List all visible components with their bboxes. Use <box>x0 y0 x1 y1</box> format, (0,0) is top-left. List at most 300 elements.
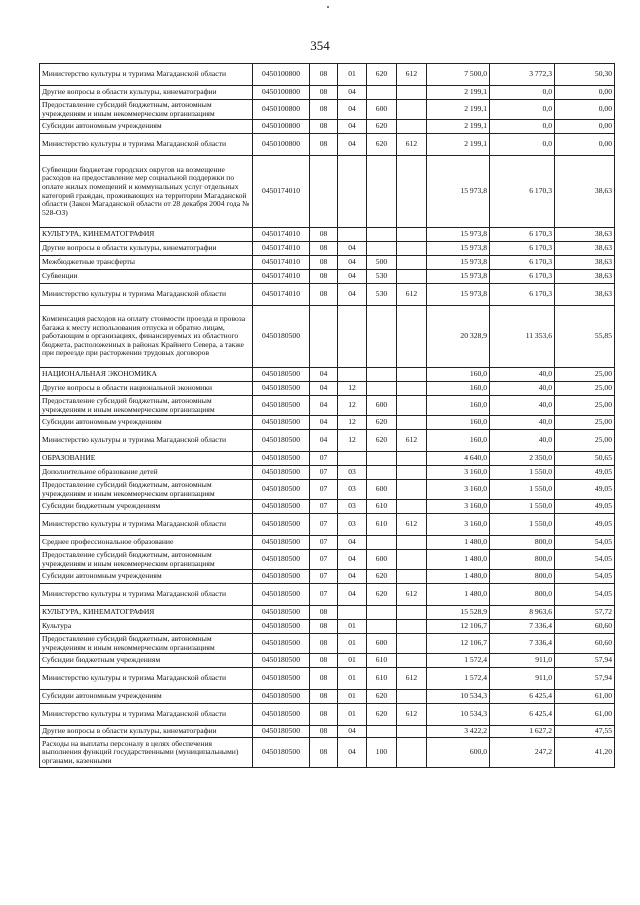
row-name: Субвенции <box>40 270 253 284</box>
subsection-code: 04 <box>338 86 367 100</box>
section-code: 08 <box>310 86 338 100</box>
table-row <box>40 570 615 584</box>
table-row <box>40 606 615 620</box>
section-code: 08 <box>310 284 338 306</box>
section-code: 07 <box>310 550 338 570</box>
actual-amount: 0,0 <box>490 120 555 134</box>
admin-code: 612 <box>397 134 427 156</box>
section-code <box>310 156 338 228</box>
expense-type-code: 600 <box>367 100 397 120</box>
expense-type-code: 620 <box>367 570 397 584</box>
planned-amount: 10 534,3 <box>427 690 490 704</box>
section-code: 08 <box>310 134 338 156</box>
row-name: Министерство культуры и туризма Магаданской области <box>40 584 253 606</box>
subsection-code: 01 <box>338 668 367 690</box>
admin-code: 612 <box>397 284 427 306</box>
execution-percent: 38,63 <box>555 256 615 270</box>
expense-type-code: 500 <box>367 256 397 270</box>
row-name: Межбюджетные трансферты <box>40 256 253 270</box>
table-row <box>40 654 615 668</box>
table-row <box>40 100 615 120</box>
scan-speck <box>327 6 329 8</box>
admin-code <box>397 620 427 634</box>
planned-amount: 160,0 <box>427 382 490 396</box>
subsection-code <box>338 156 367 228</box>
table-row <box>40 416 615 430</box>
subsection-code: 12 <box>338 396 367 416</box>
execution-percent: 0,00 <box>555 86 615 100</box>
row-name: НАЦИОНАЛЬНАЯ ЭКОНОМИКА <box>40 368 253 382</box>
subsection-code <box>338 368 367 382</box>
planned-amount: 160,0 <box>427 430 490 452</box>
row-name: Министерство культуры и туризма Магаданской области <box>40 64 253 86</box>
subsection-code: 04 <box>338 738 367 768</box>
planned-amount: 15 973,8 <box>427 270 490 284</box>
section-code: 08 <box>310 690 338 704</box>
section-code: 08 <box>310 100 338 120</box>
table-row <box>40 480 615 500</box>
admin-code <box>397 100 427 120</box>
table-row <box>40 514 615 536</box>
target-code: 0450180500 <box>253 668 310 690</box>
planned-amount: 15 973,8 <box>427 228 490 242</box>
subsection-code <box>338 228 367 242</box>
section-code: 08 <box>310 634 338 654</box>
subsection-code: 04 <box>338 550 367 570</box>
planned-amount: 160,0 <box>427 416 490 430</box>
row-name: КУЛЬТУРА, КИНЕМАТОГРАФИЯ <box>40 228 253 242</box>
planned-amount: 15 973,8 <box>427 242 490 256</box>
target-code: 0450180500 <box>253 726 310 738</box>
admin-code <box>397 500 427 514</box>
expense-type-code: 620 <box>367 64 397 86</box>
row-name: Другие вопросы в области культуры, кинематографии <box>40 242 253 256</box>
subsection-code <box>338 452 367 466</box>
execution-percent: 57,94 <box>555 668 615 690</box>
actual-amount: 3 772,3 <box>490 64 555 86</box>
actual-amount: 1 627,2 <box>490 726 555 738</box>
target-code: 0450180500 <box>253 480 310 500</box>
actual-amount: 40,0 <box>490 382 555 396</box>
execution-percent: 0,00 <box>555 120 615 134</box>
target-code: 0450180500 <box>253 514 310 536</box>
actual-amount: 11 353,6 <box>490 306 555 368</box>
actual-amount: 40,0 <box>490 416 555 430</box>
subsection-code: 12 <box>338 416 367 430</box>
table-row <box>40 396 615 416</box>
actual-amount: 911,0 <box>490 654 555 668</box>
expense-type-code <box>367 86 397 100</box>
admin-code: 612 <box>397 668 427 690</box>
execution-percent: 38,63 <box>555 270 615 284</box>
execution-percent: 57,94 <box>555 654 615 668</box>
section-code: 08 <box>310 738 338 768</box>
admin-code <box>397 654 427 668</box>
expense-type-code: 620 <box>367 584 397 606</box>
subsection-code: 01 <box>338 704 367 726</box>
expense-type-code: 620 <box>367 120 397 134</box>
subsection-code: 01 <box>338 654 367 668</box>
planned-amount: 600,0 <box>427 738 490 768</box>
subsection-code: 01 <box>338 64 367 86</box>
admin-code <box>397 466 427 480</box>
planned-amount: 1 480,0 <box>427 570 490 584</box>
section-code: 08 <box>310 668 338 690</box>
row-name: Министерство культуры и туризма Магаданской области <box>40 668 253 690</box>
row-name: Субвенции бюджетам городских округов на возмещение расходов на предоставление мер социальной поддержки по оплате жилых помещений и коммунальных услуг отдельных категорий граждан, проживающих на территории Магаданской области (Закон Магаданской области от 28 декабря 2004 года № 528-ОЗ) <box>40 156 253 228</box>
section-code: 04 <box>310 382 338 396</box>
admin-code <box>397 606 427 620</box>
actual-amount: 6 170,3 <box>490 256 555 270</box>
target-code: 0450180500 <box>253 430 310 452</box>
expense-type-code: 620 <box>367 690 397 704</box>
execution-percent: 38,63 <box>555 156 615 228</box>
admin-code <box>397 306 427 368</box>
section-code: 07 <box>310 452 338 466</box>
actual-amount: 0,0 <box>490 86 555 100</box>
planned-amount: 1 480,0 <box>427 584 490 606</box>
execution-percent: 49,05 <box>555 480 615 500</box>
planned-amount: 160,0 <box>427 396 490 416</box>
execution-percent: 60,60 <box>555 634 615 654</box>
actual-amount: 1 550,0 <box>490 514 555 536</box>
target-code: 0450180500 <box>253 704 310 726</box>
expense-type-code: 610 <box>367 668 397 690</box>
subsection-code: 01 <box>338 634 367 654</box>
expense-type-code: 610 <box>367 514 397 536</box>
admin-code: 612 <box>397 514 427 536</box>
row-name: Министерство культуры и туризма Магаданской области <box>40 430 253 452</box>
expense-type-code: 600 <box>367 550 397 570</box>
subsection-code: 03 <box>338 466 367 480</box>
row-name: Культура <box>40 620 253 634</box>
section-code: 08 <box>310 270 338 284</box>
target-code: 0450180500 <box>253 606 310 620</box>
row-name: Другие вопросы в области культуры, кинематографии <box>40 86 253 100</box>
planned-amount: 1 480,0 <box>427 550 490 570</box>
execution-percent: 50,65 <box>555 452 615 466</box>
target-code: 0450180500 <box>253 536 310 550</box>
subsection-code: 04 <box>338 100 367 120</box>
table-row <box>40 64 615 86</box>
subsection-code: 03 <box>338 480 367 500</box>
admin-code <box>397 228 427 242</box>
execution-percent: 41,20 <box>555 738 615 768</box>
planned-amount: 3 422,2 <box>427 726 490 738</box>
planned-amount: 12 106,7 <box>427 620 490 634</box>
row-name: Другие вопросы в области национальной экономики <box>40 382 253 396</box>
section-code: 07 <box>310 536 338 550</box>
actual-amount: 6 425,4 <box>490 704 555 726</box>
execution-percent: 25,00 <box>555 382 615 396</box>
table-row <box>40 738 615 768</box>
expense-type-code <box>367 466 397 480</box>
expense-type-code: 100 <box>367 738 397 768</box>
expense-type-code <box>367 306 397 368</box>
actual-amount: 8 963,6 <box>490 606 555 620</box>
actual-amount: 800,0 <box>490 584 555 606</box>
actual-amount: 800,0 <box>490 550 555 570</box>
target-code: 0450180500 <box>253 550 310 570</box>
table-row <box>40 620 615 634</box>
section-code: 08 <box>310 242 338 256</box>
subsection-code: 12 <box>338 430 367 452</box>
admin-code <box>397 242 427 256</box>
admin-code <box>397 536 427 550</box>
expense-type-code: 620 <box>367 134 397 156</box>
expense-type-code: 620 <box>367 416 397 430</box>
planned-amount: 1 572,4 <box>427 654 490 668</box>
subsection-code: 04 <box>338 256 367 270</box>
target-code: 0450180500 <box>253 584 310 606</box>
admin-code <box>397 120 427 134</box>
row-name: Предоставление субсидий бюджетным, автономным учреждениям и иным некоммерческим организациям <box>40 634 253 654</box>
expense-type-code <box>367 606 397 620</box>
section-code: 08 <box>310 64 338 86</box>
table-row <box>40 134 615 156</box>
execution-percent: 25,00 <box>555 396 615 416</box>
target-code: 0450180500 <box>253 738 310 768</box>
admin-code <box>397 452 427 466</box>
table-row <box>40 156 615 228</box>
expense-type-code <box>367 242 397 256</box>
execution-percent: 49,05 <box>555 466 615 480</box>
actual-amount: 0,0 <box>490 134 555 156</box>
admin-code: 612 <box>397 704 427 726</box>
table-row <box>40 500 615 514</box>
actual-amount: 7 336,4 <box>490 620 555 634</box>
execution-percent: 54,05 <box>555 570 615 584</box>
actual-amount: 7 336,4 <box>490 634 555 654</box>
section-code: 08 <box>310 256 338 270</box>
section-code: 07 <box>310 514 338 536</box>
execution-percent: 54,05 <box>555 550 615 570</box>
planned-amount: 160,0 <box>427 368 490 382</box>
planned-amount: 20 328,9 <box>427 306 490 368</box>
admin-code <box>397 550 427 570</box>
planned-amount: 7 500,0 <box>427 64 490 86</box>
planned-amount: 1 480,0 <box>427 536 490 550</box>
budget-table <box>39 63 615 768</box>
table-row <box>40 382 615 396</box>
section-code: 07 <box>310 466 338 480</box>
actual-amount: 911,0 <box>490 668 555 690</box>
section-code: 07 <box>310 500 338 514</box>
row-name: Среднее профессиональное образование <box>40 536 253 550</box>
actual-amount: 40,0 <box>490 396 555 416</box>
table-row <box>40 536 615 550</box>
admin-code <box>397 86 427 100</box>
row-name: Предоставление субсидий бюджетным, автономным учреждениям и иным некоммерческим организациям <box>40 100 253 120</box>
target-code: 0450100800 <box>253 100 310 120</box>
actual-amount: 2 350,0 <box>490 452 555 466</box>
admin-code <box>397 690 427 704</box>
subsection-code: 04 <box>338 120 367 134</box>
section-code: 08 <box>310 228 338 242</box>
target-code: 0450180500 <box>253 396 310 416</box>
execution-percent: 55,85 <box>555 306 615 368</box>
actual-amount: 800,0 <box>490 536 555 550</box>
execution-percent: 50,30 <box>555 64 615 86</box>
page-number: 354 <box>310 38 330 53</box>
target-code: 0450180500 <box>253 452 310 466</box>
table-row <box>40 228 615 242</box>
actual-amount: 6 170,3 <box>490 270 555 284</box>
admin-code <box>397 634 427 654</box>
target-code: 0450180500 <box>253 306 310 368</box>
table-row <box>40 668 615 690</box>
planned-amount: 2 199,1 <box>427 134 490 156</box>
planned-amount: 2 199,1 <box>427 100 490 120</box>
target-code: 0450174010 <box>253 228 310 242</box>
table-row <box>40 270 615 284</box>
target-code: 0450180500 <box>253 654 310 668</box>
subsection-code <box>338 306 367 368</box>
subsection-code: 03 <box>338 500 367 514</box>
target-code: 0450180500 <box>253 620 310 634</box>
target-code: 0450174010 <box>253 256 310 270</box>
table-row <box>40 634 615 654</box>
planned-amount: 3 160,0 <box>427 466 490 480</box>
table-row <box>40 306 615 368</box>
row-name: Субсидии автономным учреждениям <box>40 416 253 430</box>
actual-amount: 1 550,0 <box>490 466 555 480</box>
target-code: 0450100800 <box>253 134 310 156</box>
execution-percent: 61,00 <box>555 704 615 726</box>
table-row <box>40 242 615 256</box>
execution-percent: 38,63 <box>555 228 615 242</box>
expense-type-code <box>367 726 397 738</box>
admin-code <box>397 480 427 500</box>
actual-amount: 1 550,0 <box>490 480 555 500</box>
planned-amount: 2 199,1 <box>427 120 490 134</box>
planned-amount: 15 973,8 <box>427 256 490 270</box>
admin-code <box>397 256 427 270</box>
subsection-code: 04 <box>338 584 367 606</box>
subsection-code: 12 <box>338 382 367 396</box>
section-code: 07 <box>310 584 338 606</box>
actual-amount: 800,0 <box>490 570 555 584</box>
admin-code <box>397 738 427 768</box>
section-code: 08 <box>310 620 338 634</box>
row-name: Субсидии автономным учреждениям <box>40 690 253 704</box>
expense-type-code: 620 <box>367 430 397 452</box>
section-code: 04 <box>310 368 338 382</box>
table-row <box>40 584 615 606</box>
actual-amount: 1 550,0 <box>490 500 555 514</box>
admin-code <box>397 382 427 396</box>
subsection-code: 03 <box>338 514 367 536</box>
target-code: 0450180500 <box>253 690 310 704</box>
execution-percent: 25,00 <box>555 430 615 452</box>
row-name: Министерство культуры и туризма Магаданской области <box>40 134 253 156</box>
expense-type-code: 610 <box>367 500 397 514</box>
table-row <box>40 704 615 726</box>
target-code: 0450100800 <box>253 120 310 134</box>
planned-amount: 15 528,9 <box>427 606 490 620</box>
table-row <box>40 726 615 738</box>
row-name: Дополнительное образование детей <box>40 466 253 480</box>
admin-code: 612 <box>397 64 427 86</box>
row-name: ОБРАЗОВАНИЕ <box>40 452 253 466</box>
row-name: Предоставление субсидий бюджетным, автономным учреждениям и иным некоммерческим организациям <box>40 480 253 500</box>
admin-code <box>397 416 427 430</box>
expense-type-code <box>367 368 397 382</box>
target-code: 0450180500 <box>253 570 310 584</box>
expense-type-code: 530 <box>367 270 397 284</box>
expense-type-code: 530 <box>367 284 397 306</box>
target-code: 0450180500 <box>253 500 310 514</box>
target-code: 0450180500 <box>253 382 310 396</box>
execution-percent: 49,05 <box>555 500 615 514</box>
section-code: 08 <box>310 654 338 668</box>
expense-type-code: 620 <box>367 704 397 726</box>
execution-percent: 54,05 <box>555 584 615 606</box>
actual-amount: 40,0 <box>490 368 555 382</box>
subsection-code: 04 <box>338 134 367 156</box>
actual-amount: 40,0 <box>490 430 555 452</box>
subsection-code: 04 <box>338 570 367 584</box>
planned-amount: 3 160,0 <box>427 500 490 514</box>
section-code: 08 <box>310 726 338 738</box>
subsection-code: 04 <box>338 536 367 550</box>
admin-code <box>397 396 427 416</box>
execution-percent: 49,05 <box>555 514 615 536</box>
row-name: Предоставление субсидий бюджетным, автономным учреждениям и иным некоммерческим организациям <box>40 550 253 570</box>
section-code: 04 <box>310 430 338 452</box>
subsection-code: 04 <box>338 270 367 284</box>
subsection-code: 04 <box>338 284 367 306</box>
admin-code <box>397 726 427 738</box>
admin-code: 612 <box>397 430 427 452</box>
admin-code <box>397 570 427 584</box>
row-name: Предоставление субсидий бюджетным, автономным учреждениям и иным некоммерческим организациям <box>40 396 253 416</box>
planned-amount: 15 973,8 <box>427 284 490 306</box>
table-row <box>40 430 615 452</box>
expense-type-code: 610 <box>367 654 397 668</box>
table-row <box>40 368 615 382</box>
actual-amount: 6 170,3 <box>490 228 555 242</box>
row-name: Субсидии автономным учреждениям <box>40 120 253 134</box>
row-name: Расходы на выплаты персоналу в целях обеспечения выполнения функций государственными (муниципальными) органами, казенными <box>40 738 253 768</box>
target-code: 0450174010 <box>253 156 310 228</box>
actual-amount: 6 425,4 <box>490 690 555 704</box>
subsection-code <box>338 606 367 620</box>
expense-type-code <box>367 536 397 550</box>
planned-amount: 1 572,4 <box>427 668 490 690</box>
subsection-code: 04 <box>338 242 367 256</box>
execution-percent: 57,72 <box>555 606 615 620</box>
target-code: 0450174010 <box>253 284 310 306</box>
execution-percent: 25,00 <box>555 416 615 430</box>
execution-percent: 38,63 <box>555 284 615 306</box>
expense-type-code <box>367 620 397 634</box>
planned-amount: 4 640,0 <box>427 452 490 466</box>
table-row <box>40 284 615 306</box>
planned-amount: 3 160,0 <box>427 480 490 500</box>
target-code: 0450100800 <box>253 64 310 86</box>
admin-code <box>397 368 427 382</box>
expense-type-code: 600 <box>367 480 397 500</box>
row-name: Субсидии бюджетным учреждениям <box>40 500 253 514</box>
table-row <box>40 466 615 480</box>
target-code: 0450180500 <box>253 416 310 430</box>
subsection-code: 01 <box>338 620 367 634</box>
table-row <box>40 452 615 466</box>
target-code: 0450180500 <box>253 368 310 382</box>
target-code: 0450174010 <box>253 242 310 256</box>
target-code: 0450100800 <box>253 86 310 100</box>
